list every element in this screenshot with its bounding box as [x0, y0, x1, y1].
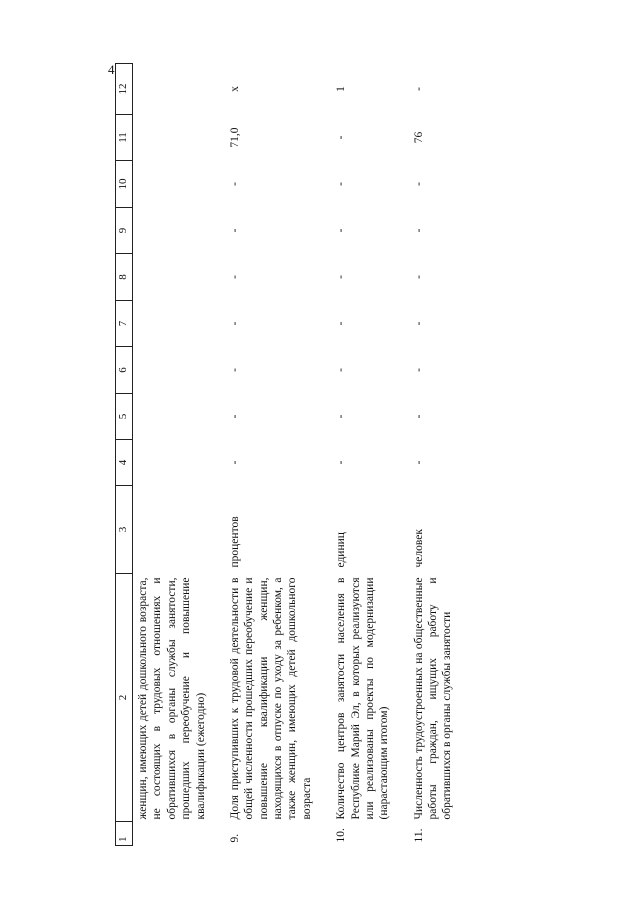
- value-cell: [133, 208, 208, 254]
- value-cell: 76: [412, 131, 425, 144]
- value-cell: [133, 440, 208, 486]
- column-header: 1: [116, 822, 133, 846]
- indicator-name: Доля приступивших к трудовой деятельности в общей численности прошедших переобучение и повышение квалификации женщин, находящихся в отпуске по уходу за ребенком, а также женщин, имеющих детей дошкольного возраста: [228, 577, 313, 820]
- row-number: 9.: [228, 833, 241, 843]
- value-cell: -: [335, 135, 348, 140]
- value-cell: -: [228, 460, 241, 465]
- indicator-name: женщин, имеющих детей дошкольного возраста, не состоящих в трудовых отношениях и обратившихся в органы службы занятости, прошедших переобучение и повышение квалификации (ежегодно): [137, 577, 207, 820]
- column-header: 2: [116, 574, 133, 822]
- column-header: 8: [116, 254, 133, 301]
- unit: человек: [412, 529, 425, 568]
- value-cell: 71,0: [228, 127, 241, 148]
- value-cell: -: [335, 368, 348, 372]
- value-cell: -: [412, 87, 425, 91]
- value-cell: -: [335, 228, 348, 233]
- indicator-name: Количество центров занятости населения в Республике Марий Эл, в которых реализуются или реализованы проекты по модернизации (нарастающим итогом): [335, 577, 391, 820]
- value-cell: -: [335, 275, 348, 279]
- value-cell: -: [228, 182, 241, 186]
- value-cell: -: [335, 414, 348, 419]
- value-cell: -: [412, 275, 425, 279]
- value-cell: [133, 64, 208, 115]
- column-header: 10: [116, 161, 133, 208]
- value-cell: [133, 347, 208, 394]
- column-header: 9: [116, 208, 133, 254]
- value-cell: -: [335, 321, 348, 326]
- row-spacer: [208, 64, 222, 846]
- table-row: [406, 64, 455, 846]
- row-number: 11.: [412, 828, 425, 843]
- value-cell: 1: [335, 86, 348, 92]
- column-header: 7: [116, 301, 133, 347]
- column-header: 6: [116, 347, 133, 394]
- value-cell: [133, 254, 208, 301]
- value-cell: -: [335, 460, 348, 465]
- value-cell: -: [228, 414, 241, 419]
- value-cell: х: [228, 86, 241, 92]
- unit: [133, 486, 208, 574]
- table-row: [222, 64, 314, 846]
- value-cell: -: [412, 368, 425, 372]
- indicator-name: Численность трудоустроенных на общественные работы граждан, ищущих работу и обратившихся в органы службы занятости: [412, 577, 454, 820]
- row-number: 10.: [335, 828, 348, 843]
- unit: процентов: [228, 516, 241, 568]
- value-cell: -: [228, 228, 241, 233]
- value-cell: -: [412, 182, 425, 186]
- row-spacer: [392, 64, 406, 846]
- value-cell: [133, 301, 208, 347]
- value-cell: -: [228, 275, 241, 279]
- value-cell: -: [412, 228, 425, 233]
- value-cell: -: [228, 321, 241, 326]
- value-cell: -: [412, 321, 425, 326]
- value-cell: -: [228, 368, 241, 372]
- value-cell: -: [412, 414, 425, 419]
- column-header: 5: [116, 394, 133, 440]
- column-header: 4: [116, 440, 133, 486]
- table-row: [133, 64, 208, 846]
- table-header-row: [116, 64, 133, 846]
- unit: единиц: [335, 532, 348, 568]
- row-number: [133, 822, 208, 846]
- value-cell: [133, 115, 208, 161]
- value-cell: -: [335, 182, 348, 186]
- column-header: 12: [116, 64, 133, 115]
- row-spacer: [314, 64, 328, 846]
- indicators-table: [115, 63, 455, 846]
- value-cell: [133, 161, 208, 208]
- table-row: [328, 64, 392, 846]
- column-header: 11: [116, 115, 133, 161]
- value-cell: -: [412, 460, 425, 465]
- column-header: 3: [116, 486, 133, 574]
- page-number: 4: [108, 62, 115, 77]
- value-cell: [133, 394, 208, 440]
